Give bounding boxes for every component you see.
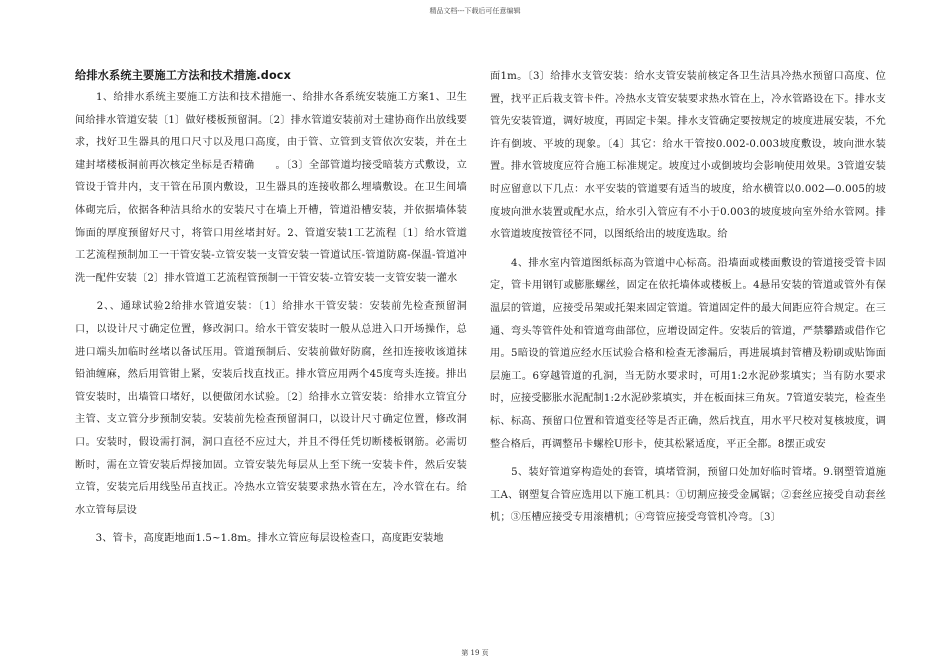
paragraph: 3、管卡，高度距地面1.5~1.8m。排水立管应每层设检查口，高度距安装地 [75,533,444,545]
page-header: 精品文档---下载后可任意编辑 [429,7,521,15]
paragraph: 4、排水室内管道图纸标高为管道中心标高。沿墙面或楼面敷设的管道接受管卡固定，管卡用钢钉或膨胀螺丝，固定在依托墙体或楼板上。4悬吊安装的管道或管外有保温层的管道，应接受吊架或托架来固定管道。管道固定件的最大间距应符合规定。在三通、弯头等管件处和管道弯曲部位，应增设固定件。安装后的管道，严禁攀踏或借作它用。5暗设的管道应经水压试验合格和检查无渗漏后，再进展填封管槽及粉刷或贴饰面层施工。6穿越管道的孔洞，当无防水要求时，可用1:2水泥砂浆填实；当有防水要求时，应接受膨胀水泥配制1:2水泥砂浆填实，并在板面抹三角灰。7管道安装完，检查坐标、标高、预留口位置和管道变径等是否正确，然后找直，用水平尺校对复核坡度，调整合格后，再调整吊卡螺栓U形卡，使其松紧适度，平正全都。8摆正或安 [490,257,886,450]
paragraph: 面1m。〔3〕给排水支管安装：给水支管安装前核定各卫生洁具冷热水预留口高度、位置，找平正后栽支管卡件。冷热水支管安装要求热水管在上，冷水管路设在下。排水支管先安装管道，调好坡度，再固定卡架。排水支管确定要按规定的坡度进展安装，不允许有倒坡、平坡的现象。〔4〕其它：给水干管按0.002-0.003坡度敷设，坡向泄水装置。排水管坡度应符合施工标准规定。坡度过小或倒坡均会影响使用效果。3管道安装时应留意以下几点：水平安装的管道要有适当的坡度，给水横管以0.002—0.005的坡度坡向泄水装置或配水点，给水引入管应有不小于0.003的坡度坡向室外给水管网。排水管道坡度按管径不同，以图纸给出的坡度选取。给 [490,71,886,241]
paragraph: 1、给排水系统主要施工方法和技术措施一、给排水各系统安装施工方案1、卫生间给排水管道安装〔1〕做好楼板预留洞。〔2〕排水管道安装前对土建协商作出放线要求，找好卫生器具的甩口尺寸以及甩口高度，由于管、立管到支管依次安装，并在土建封堵楼板洞前再次核定坐标是否精确 。〔3〕全部管道均接受暗装方式敷设，立管设于管井内，支干管在吊顶内敷设，卫生器具的连接收都么埋墙敷设。在卫生间墙体砌完后，依据各种洁具给水的安装尺寸在墙上开槽，管道沿槽安装，并依据墙体装饰面的厚度预留好尺寸，将管口用丝堵封好。2、管道安装1工艺流程〔1〕给水管道工艺流程预制加工一干管安装-立管安装一支管安装一管道试压-管道防腐-保温-管道冲洗一配件安装〔2〕排水管道工艺流程管预制一干管安装-立管安装一支管安装一灌水 [75,92,467,284]
right-column [490,66,886,530]
left-column [75,66,467,551]
paragraph: 5、装好管道穿构造处的套管，填堵管洞，预留口处加好临时管堵。9.钢塑管道施工A、钢塑复合管应选用以下施工机具：①切割应接受金属锯；②套丝应接受自动套丝机；③压槽应接受专用滚槽机；④弯管应接受弯管机冷弯。〔3〕 [490,467,886,524]
page-number: 第 19 页 [461,649,489,657]
paragraph: 2、、通球试验2给排水管道安装：〔1〕给排水干管安装：安装前先检查预留洞口，以设计尺寸确定位置，修改洞口。给水干管安装时一般从总进入口开场操作，总进口端头加临时丝堵以备试压用。管道预制后、安装前做好防腐，丝扣连接收该道抹铅油缠麻，然后用管钳上紧，安装后找直找正。排水管应用两个45度弯头连接。排出管安装时，出墙管口堵好，以便做闭水试验。〔2〕给排水立管安装：给排水立管宜分主管、支立管分步预制安装。安装前先检查预留洞口，以设计尺寸确定位置，修改洞口。安装时，假设需打洞，洞口直径不应过大，并且不得任凭切断楼板钢筋。必需切断时，需在立管安装后焊接加固。立管安装先每层从上至下统一安装卡件，然后安装立管，安装完后用线坠吊直找正。冷热水立管安装要求热水管在左，冷水管在右。给水立管每层设 [75,301,467,516]
document-title: 给排水系统主要施工方法和技术措施.docx [75,69,291,82]
